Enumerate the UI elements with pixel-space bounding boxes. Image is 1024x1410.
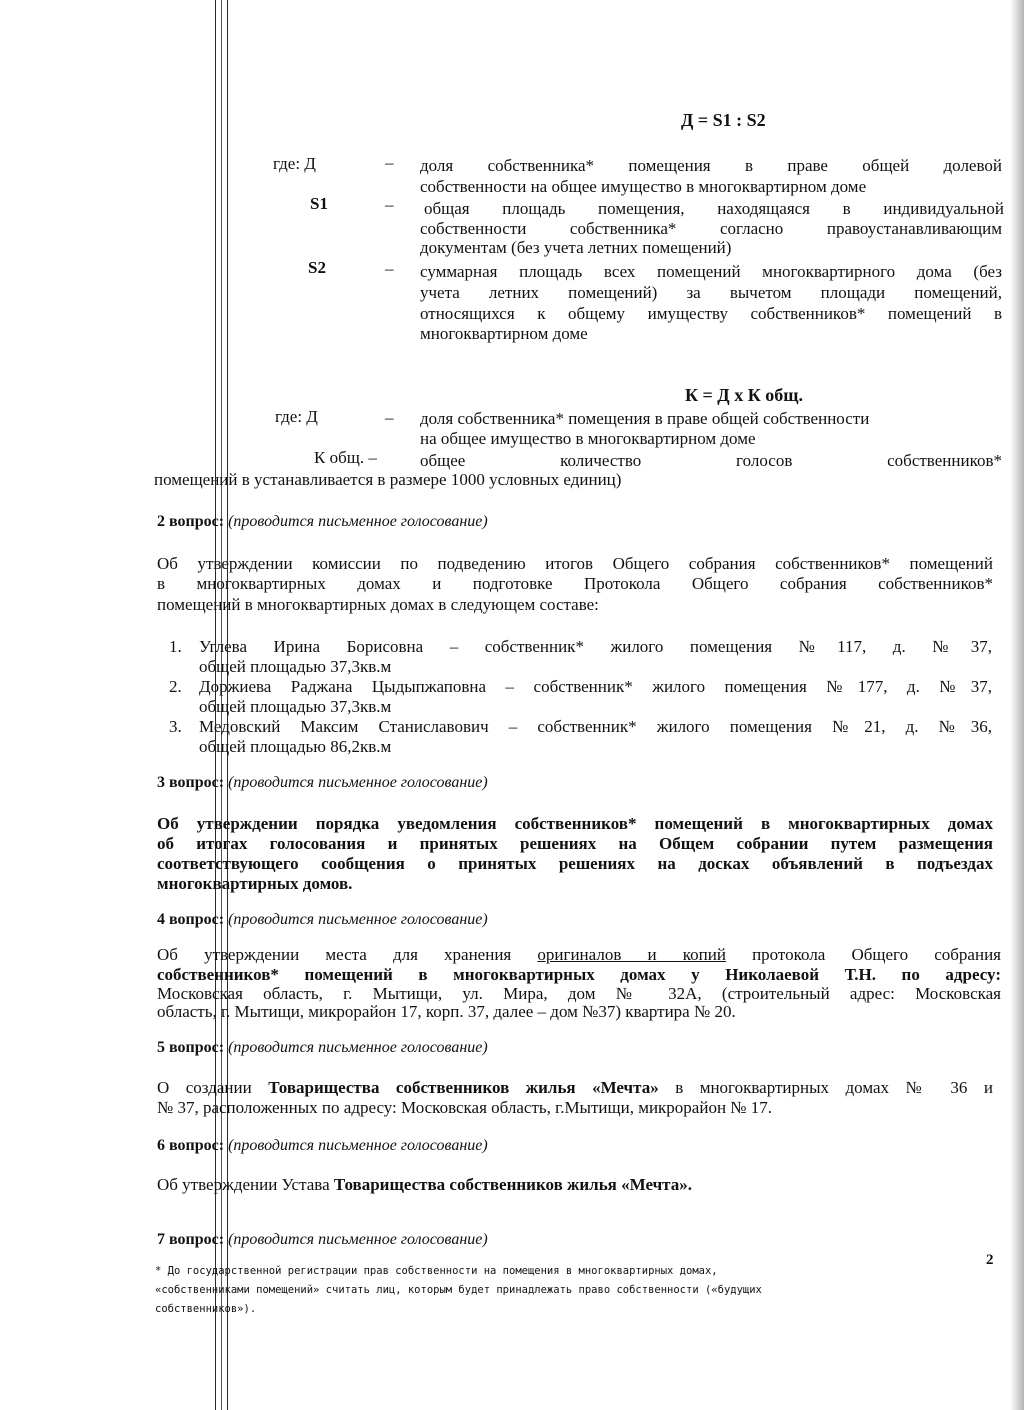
scan-edge-shadow [1010, 0, 1024, 1410]
paragraph-line: область, г. Мытищи, микрорайон 17, корп. 37, далее – дом №37) квартира № 20. [157, 1002, 736, 1021]
paragraph-line: соответствующего сообщения о принятых решениях на досках объявлений в подъездах [157, 854, 993, 873]
text-fragment: Об утверждении Устава [157, 1175, 330, 1194]
definition-symbol: S2 [308, 258, 326, 277]
question-heading [157, 772, 488, 793]
question-heading [157, 511, 488, 532]
question-note: (проводится письменное голосование) [228, 1039, 488, 1056]
formula-votes: К = Д х К общ. [685, 385, 803, 405]
formula-share: Д = S1 : S2 [681, 110, 766, 130]
text-fragment: О создании [157, 1078, 252, 1097]
definition-line: документам (без учета летних помещений) [420, 238, 732, 257]
organization-name: Товарищества собственников жилья «Мечта» [268, 1078, 659, 1097]
list-number: 3. [169, 717, 182, 736]
definition-dash: – [385, 408, 394, 427]
list-item: общей площадью 86,2кв.м [199, 737, 392, 756]
definition-line: учета летних помещений) за вычетом площади помещений, [420, 283, 1002, 302]
list-item: общей площадью 37,3кв.м [199, 657, 392, 676]
list-number: 1. [169, 637, 182, 656]
footnote-line: собственников»). [155, 1303, 257, 1315]
definition-line: относящихся к общему имуществу собственников* помещений в [420, 304, 1002, 323]
paragraph-line: собственников* помещений в многоквартирных домах у Николаевой Т.Н. по адресу: [157, 965, 1001, 984]
paragraph-line: в многоквартирных домах и подготовке Протокола Общего собрания собственников* [157, 574, 993, 593]
paragraph-line [157, 1077, 993, 1098]
paragraph-line: Об утверждении порядка уведомления собственников* помещений в многоквартирных домах [157, 814, 993, 833]
paragraph-line [157, 1174, 692, 1195]
question-note: (проводится письменное голосование) [228, 1137, 488, 1154]
paragraph-line: многоквартирных домов. [157, 874, 353, 893]
text-fragment: Об утверждении места для хранения [157, 945, 512, 964]
paragraph-line [157, 944, 1001, 965]
where-label: где: Д [273, 154, 316, 173]
question-note: (проводится письменное голосование) [228, 1231, 488, 1248]
paragraph-line: Об утверждении комиссии по подведению итогов Общего собрания собственников* помещений [157, 554, 993, 573]
definition-symbol: S1 [310, 194, 328, 213]
question-heading [157, 1135, 488, 1156]
underlined-phrase: оригиналов и копий [537, 945, 726, 964]
question-heading [157, 909, 488, 930]
page-number: 2 [986, 1252, 994, 1268]
definition-dash: – [385, 153, 394, 172]
list-number: 2. [169, 677, 182, 696]
definition-line: многоквартирном доме [420, 324, 588, 343]
definition-line: собственности на общее имущество в многоквартирном доме [420, 177, 867, 196]
definition-dash: – [385, 195, 394, 214]
definition-line: суммарная площадь всех помещений многоквартирного дома (без [420, 262, 1002, 281]
footnote-line: * До государственной регистрации прав собственности на помещения в многоквартирных домах, [155, 1265, 718, 1277]
list-item: общей площадью 37,3кв.м [199, 697, 392, 716]
paragraph-line: № 37, расположенных по адресу: Московская область, г.Мытищи, микрорайон № 17. [157, 1098, 773, 1117]
question-number: 2 вопрос: [157, 513, 225, 530]
definition-symbol: К общ. – [314, 448, 377, 467]
question-note: (проводится письменное голосование) [228, 911, 488, 928]
definition-line: доля собственника* помещения в праве общей собственности [420, 409, 870, 428]
footnote-line: «собственниками помещений» считать лиц, которым будет принадлежать право собственности («будущих [155, 1284, 762, 1296]
definition-line: на общее имущество в многоквартирном доме [420, 429, 756, 448]
organization-name: Товарищества собственников жилья «Мечта». [333, 1175, 692, 1194]
question-number: 3 вопрос: [157, 774, 225, 791]
question-number: 4 вопрос: [157, 911, 225, 928]
definition-dash: – [385, 259, 394, 278]
question-heading [157, 1229, 488, 1250]
question-note: (проводится письменное голосование) [228, 774, 488, 791]
paragraph-line: об итогах голосования и принятых решениях на Общем собрании путем размещения [157, 834, 993, 853]
question-number: 6 вопрос: [157, 1137, 225, 1154]
text-fragment: протокола Общего собрания [752, 945, 1001, 964]
list-item: Доржиева Раджана Цыдыпжаповна – собственник* жилого помещения №177, д. №37, [199, 677, 992, 696]
definition-line: общая площадь помещения, находящаяся в индивидуальной [424, 199, 1004, 218]
question-note: (проводится письменное голосование) [228, 513, 488, 530]
definition-line: общее количество голосов собственников* [420, 451, 1002, 470]
where-label: где: Д [275, 407, 318, 426]
question-heading [157, 1037, 488, 1058]
list-item: Медовский Максим Станиславович – собственник* жилого помещения №21, д. №36, [199, 717, 992, 736]
definition-line: доля собственника* помещения в праве общей долевой [420, 156, 1002, 175]
question-number: 5 вопрос: [157, 1039, 225, 1056]
definition-line: помещений в устанавливается в размере 1000 условных единиц) [154, 470, 622, 489]
paragraph-line: помещений в многоквартирных домах в следующем составе: [157, 595, 599, 614]
paragraph-line: Московская область, г. Мытищи, ул. Мира, дом № 32А, (строительный адрес: Московская [157, 984, 1001, 1003]
question-number: 7 вопрос: [157, 1231, 225, 1248]
definition-line: собственности собственника* согласно правоустанавливающим [420, 219, 1002, 238]
text-fragment: в многоквартирных домах № 36 и [675, 1078, 993, 1097]
list-item: Углева Ирина Борисовна – собственник* жилого помещения №117, д. №37, [199, 637, 992, 656]
